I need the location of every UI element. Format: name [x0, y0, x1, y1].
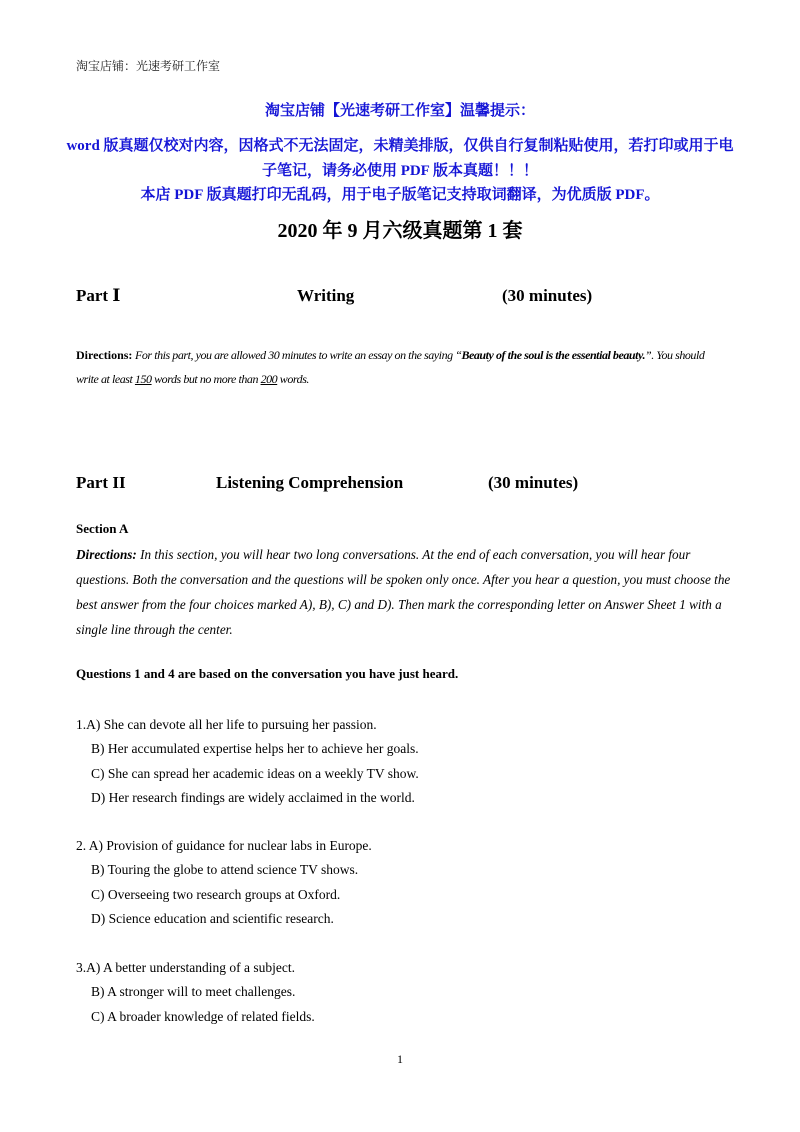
header-shop-label: 淘宝店铺：光速考研工作室 [76, 59, 221, 73]
directions-label: Directions: [76, 547, 137, 562]
notice-pdf-version: 本店 PDF 版真题打印无乱码，用于电子版笔记支持取词翻译，为优质版 PDF。 [140, 187, 660, 203]
question-option: D) Her research findings are widely acclaimed in the world. [91, 790, 415, 806]
question-3 [76, 956, 315, 1029]
question-option: B) Touring the globe to attend science TV shows. [91, 862, 359, 878]
exam-title: 2020 年 9 月六级真题第 1 套 [277, 220, 523, 242]
question-option: D) Science education and scientific research. [91, 911, 334, 927]
question-option: C) Overseeing two research groups at Oxford. [91, 886, 341, 902]
part2-name: Listening Comprehension [216, 473, 404, 492]
question-option: B) A stronger will to meet challenges. [91, 984, 296, 1000]
part1-number: Part Ⅰ [76, 286, 121, 305]
min-words: 150 [134, 372, 152, 386]
max-words: 200 [260, 372, 278, 386]
question-option: C) She can spread her academic ideas on a weekly TV show. [91, 765, 419, 781]
directions-text-b: ”. You should write at least [76, 348, 705, 386]
questions-heading: Questions 1 and 4 are based on the conversation you have just heard. [76, 666, 459, 681]
part2-directions [76, 542, 736, 642]
question-option: B) Her accumulated expertise helps her to achieve her goals. [91, 741, 419, 757]
directions-label: Directions: [76, 348, 133, 362]
part2-time: (30 minutes) [488, 473, 579, 492]
part1-directions [76, 343, 726, 391]
question-option: C) A broader knowledge of related fields. [91, 1008, 315, 1024]
part1-name: Writing [297, 286, 355, 305]
section-a-title: Section A [76, 521, 129, 536]
directions-text-a: For this part, you are allowed 30 minutes to write an essay on the saying “ [132, 348, 462, 362]
directions-text-d: words. [277, 372, 309, 386]
directions-text: In this section, you will hear two long conversations. At the end of each conversation, you will hear four questions. Both the conversation and the questions will be spoken only once. After you hear a question, you must choose the best answer from the four choices marked A), B), C) and D). Then mark the corresponding letter on Answer Sheet 1 with a single line through the center. [76, 547, 731, 637]
notice-word-version: word 版真题仅校对内容，因格式不无法固定，未精美排版，仅供自行复制粘贴使用，若打印或用于电子笔记，请务必使用 PDF 版本真题！！！ [66, 138, 734, 179]
notice-title: 淘宝店铺【光速考研工作室】温馨提示： [264, 103, 535, 119]
question-option: 3.A) A better understanding of a subject. [76, 960, 295, 975]
question-2 [76, 834, 372, 932]
question-option: 2. A) Provision of guidance for nuclear labs in Europe. [76, 838, 372, 853]
directions-text-c: words but no more than [151, 372, 261, 386]
question-1 [76, 713, 419, 811]
page-number: 1 [397, 1052, 403, 1066]
part1-time: (30 minutes) [502, 286, 593, 305]
essay-quote: Beauty of the soul is the essential beauty. [461, 348, 645, 362]
part2-number: Part II [76, 473, 126, 492]
question-option: 1.A) She can devote all her life to pursuing her passion. [76, 717, 377, 732]
